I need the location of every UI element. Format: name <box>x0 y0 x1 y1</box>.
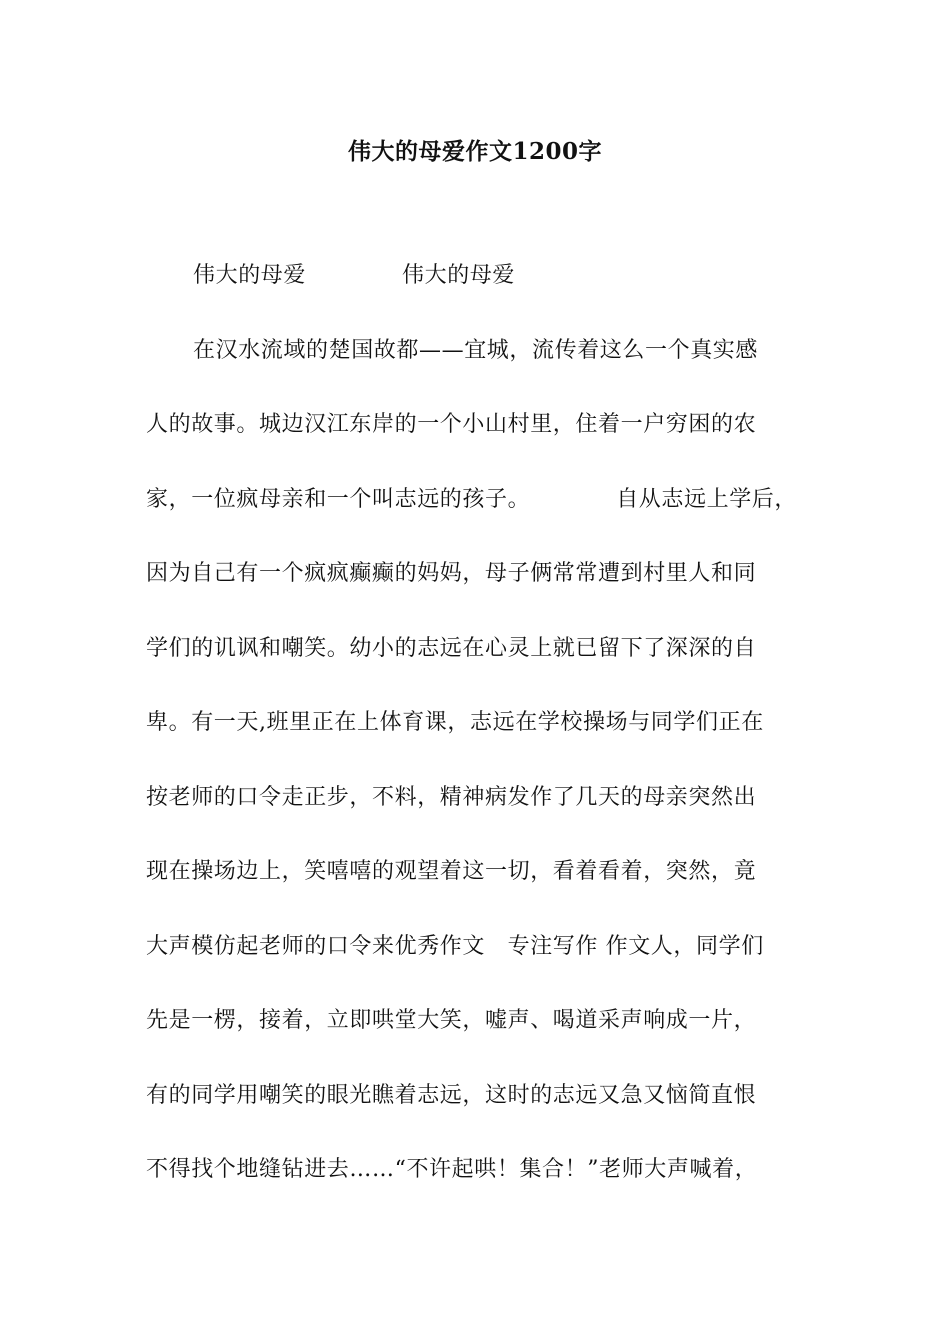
paragraph-line: 卑。有一天,班里正在上体育课，志远在学校操场与同学们正在 <box>146 710 764 735</box>
paragraph-line: 人的故事。城边汉江东岸的一个小山村里，住着一户穷困的农 <box>146 412 757 437</box>
document-title: 伟大的母爱作文1200字 <box>347 138 602 165</box>
paragraph-line: 现在操场边上，笑嘻嘻的观望着这一切，看着看着，突然，竟 <box>146 859 757 884</box>
paragraph-line-part: 家，一位疯母亲和一个叫志远的孩子。 <box>146 486 531 512</box>
paragraph-line: 大声模仿起老师的口令来优秀作文 专注写作 作文人，同学们 <box>146 933 764 959</box>
paragraph-line: 不得找个地缝钻进去……“不许起哄！集合！”老师大声喊着， <box>146 1157 758 1182</box>
paragraph-line: 学们的讥讽和嘲笑。幼小的志远在心灵上就已留下了深深的自 <box>146 635 757 661</box>
paragraph-line: 因为自己有一个疯疯癫癫的妈妈，母子俩常常遭到村里人和同 <box>146 561 757 586</box>
subtitle-left: 伟大的母爱 <box>193 263 307 288</box>
paragraph-line: 先是一楞，接着，立即哄堂大笑，嘘声、喝道采声响成一片， <box>146 1008 757 1033</box>
subtitle-line <box>146 256 826 331</box>
paragraph-line <box>146 480 826 555</box>
paragraph-line: 在汉水流域的楚国故都——宜城，流传着这么一个真实感 <box>193 337 759 363</box>
paragraph-line: 有的同学用嘲笑的眼光瞧着志远，这时的志远又急又恼简直恨 <box>146 1082 757 1108</box>
paragraph-line: 按老师的口令走正步，不料，精神病发作了几天的母亲突然出 <box>146 784 757 810</box>
paragraph-line-part: 自从志远上学后， <box>616 486 798 512</box>
document-body <box>146 256 826 1225</box>
subtitle-right: 伟大的母爱 <box>402 263 516 288</box>
